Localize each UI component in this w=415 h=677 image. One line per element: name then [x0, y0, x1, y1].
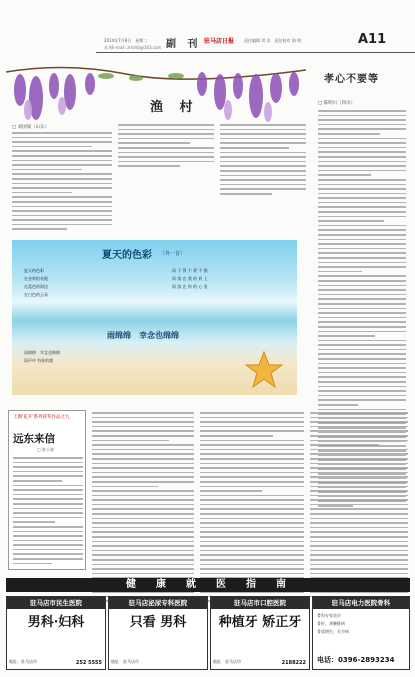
story2-byline: □ 陈明川（四川） — [318, 101, 356, 106]
ad-phone: 252 5555 — [75, 660, 102, 666]
poem2-line: 雨 落 在 我 的 肩 上 — [172, 276, 208, 281]
paper-logo: 驻马店日报 — [204, 38, 235, 45]
feature-author: □ 陈小波 — [37, 447, 55, 452]
ad-address: 地址：驻马店市 — [9, 659, 37, 664]
ad-hospital-name: 驻马店市民生医院 — [7, 597, 105, 609]
ad-hospital-name: 驻马店电力医院骨科 — [313, 597, 409, 609]
poem3-line: 雨声中 有你的歌 — [24, 358, 54, 363]
poem-subheading: 雨绵绵 幸念也绵绵 — [107, 330, 179, 340]
story1-column-3 — [220, 124, 306, 198]
page-number: A11 — [358, 32, 387, 47]
masthead-rule — [96, 52, 415, 53]
issue-date: 2014年7月8日 星期二 — [104, 38, 148, 43]
guide-banner — [6, 578, 410, 592]
story1-byline: □ 刘国瑞（山东） — [12, 125, 50, 130]
lower-column-1 — [92, 412, 194, 605]
ad-urology-hospital[interactable] — [108, 596, 208, 670]
contact-email: 本刊E-mail: zmdrb@163.com — [104, 45, 162, 50]
story-title-yucun: 渔 村 — [150, 100, 199, 115]
poem2-line: 雨 落 在 你 的 心 里 — [172, 284, 208, 289]
masthead — [6, 32, 410, 58]
starfish-icon — [244, 350, 284, 390]
poem1-line: 在金黄的麦地 — [24, 276, 48, 281]
poem3-line: 雨绵绵 幸念也绵绵 — [24, 350, 60, 355]
ad-headline: 种植牙 矫正牙 — [218, 615, 302, 630]
ad-headline: 只看 男科 — [129, 615, 187, 630]
editor-credit: 责任编辑 刘 洋 责任校对 海 明 — [244, 38, 302, 43]
story1-column-1 — [12, 132, 112, 233]
ad-phone: 2188222 — [281, 660, 306, 666]
feature-kicker: 上期'花开'系列获奖作品之九 — [13, 415, 70, 420]
ad-orthopedic-hospital[interactable] — [312, 596, 410, 670]
story-title-xiaoxin: 孝心不要等 — [324, 74, 379, 85]
ad-service-line: 骨科专家坐诊 — [317, 613, 341, 618]
poem1-line: 在白色的云朵 — [24, 292, 48, 297]
ad-hospital-name: 驻马店泌尿专科医院 — [109, 597, 207, 609]
lower-column-3 — [310, 412, 408, 600]
ad-hospital-name: 驻马店市口腔医院 — [211, 597, 309, 609]
ad-headline: 男科·妇科 — [27, 615, 85, 630]
story1-column-2 — [118, 124, 214, 170]
ad-phone: 电话：0396-2893234 — [317, 656, 395, 664]
poem-title: 夏天的色彩 — [102, 250, 152, 261]
lower-column-2 — [200, 412, 304, 605]
ad-dental-hospital[interactable] — [210, 596, 310, 670]
ad-address: 地址：驻马店市 — [213, 659, 241, 664]
ad-address: 地址：驻马店市 — [111, 659, 139, 664]
feature-title: 远东来信 — [13, 433, 55, 445]
summer-poem-banner — [12, 240, 297, 395]
feature-box — [8, 410, 86, 570]
section-name: 副 刊 — [166, 39, 202, 50]
feature-text — [13, 457, 83, 567]
health-guide-section — [6, 578, 410, 672]
poem-subtitle: （外一首） — [160, 251, 186, 257]
ad-service-line: 骨折、颈腰椎病 — [317, 621, 345, 626]
ad-service-line: 骨质增生、关节病 — [317, 629, 349, 634]
guide-title: 健康就医指南 — [126, 579, 306, 590]
ad-minsheng-hospital[interactable] — [6, 596, 106, 670]
poem1-line: 在蓝色的海边 — [24, 284, 48, 289]
poem2-line: 雨 下 得 不 紧 不 慢 — [172, 268, 208, 273]
poem1-line: 夏天的色彩 — [24, 268, 44, 273]
